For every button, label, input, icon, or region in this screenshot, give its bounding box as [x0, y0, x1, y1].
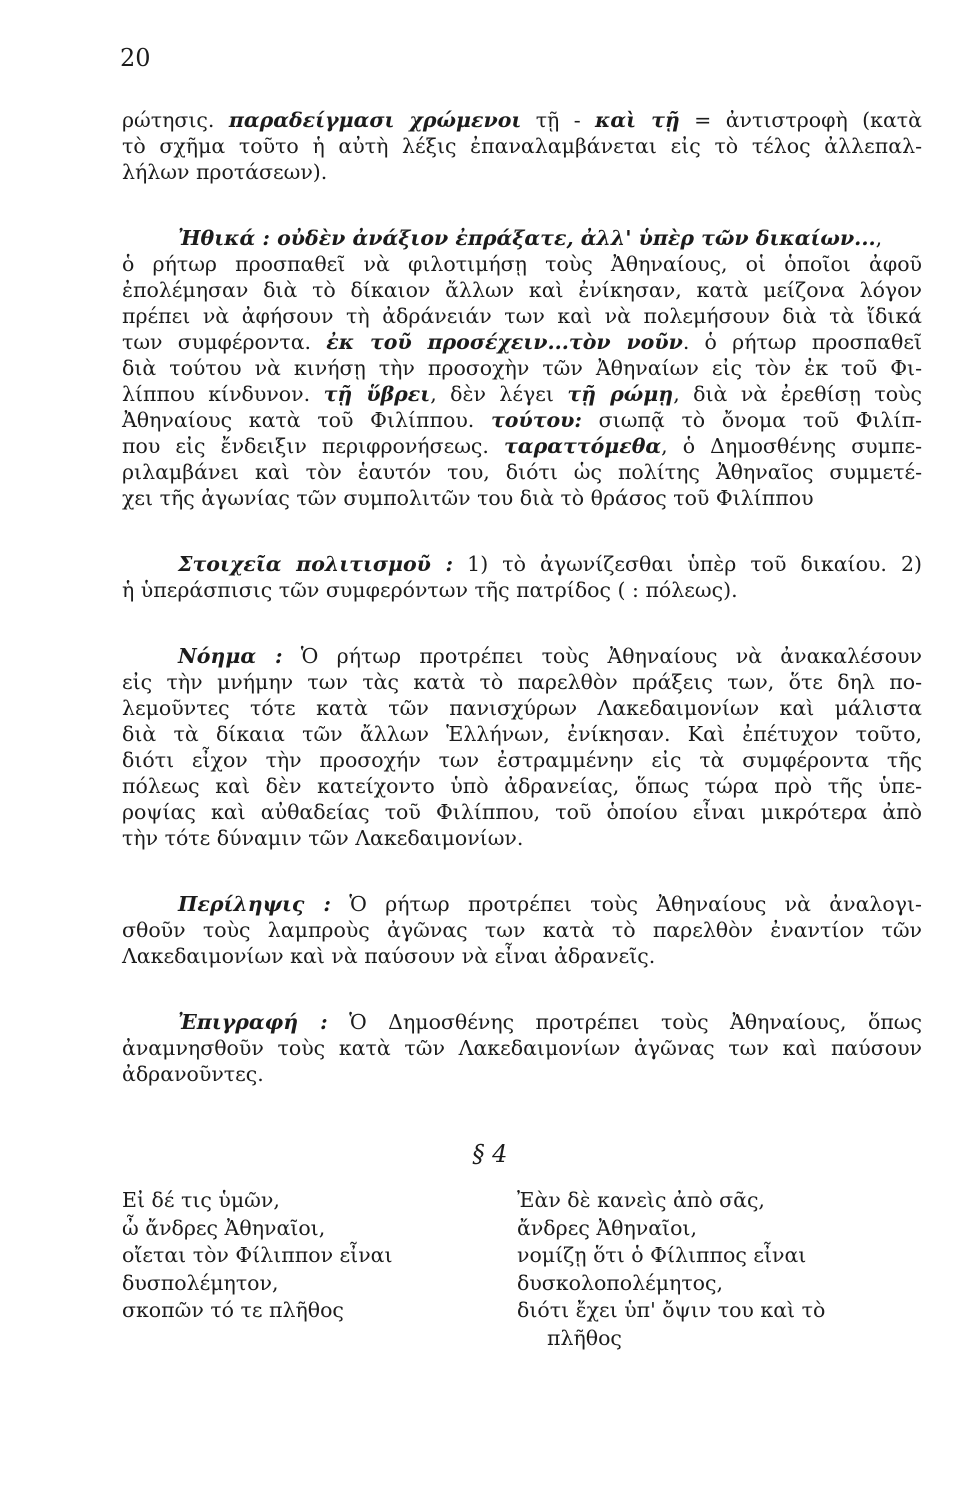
- ancient-text-line: σκοπῶν τό τε πλῆθος: [122, 1298, 344, 1322]
- emphasized-term: Νόημα :: [178, 644, 283, 668]
- text-run: ἐπολέμησαν διὰ τὸ δίκαιον ἄλλων καὶ ἐνίκησαν, κατὰ μείζονα λόγον: [122, 278, 922, 302]
- emphasized-term: ἐκ τοῦ προσέχειν...τὸν νοῦν: [326, 330, 683, 354]
- text-line: [178, 551, 922, 577]
- text-run: Ὁ ρήτωρ προτρέπει τοὺς Ἀθηναίους νὰ ἀνακαλέσουν: [282, 644, 922, 668]
- emphasized-term: ταραττόμεθα: [504, 434, 662, 458]
- text-line: [122, 577, 922, 603]
- page-number: 20: [120, 44, 151, 72]
- text-line: [122, 251, 922, 277]
- text-run: διότι εἶχον τὴν προσοχήν των ἐστραμμένην εἰς τὰ συμφέροντα τῆς: [122, 748, 922, 772]
- text-run: εἰς τὴν μνήμην των τὰς κατὰ τὸ παρελθὸν πράξεις των, ὅτε δηλ πο-: [122, 670, 922, 694]
- text-line: [122, 721, 922, 747]
- emphasized-term: Ἠθικά : οὐδὲν ἀνάξιον ἐπράξατε, ἀλλ' ὑπὲρ τῶν δικαίων...: [178, 226, 876, 250]
- text-run: . ὁ ρήτωρ προσπαθεῖ: [682, 330, 922, 354]
- text-line: [122, 799, 922, 825]
- text-line: [122, 303, 922, 329]
- ancient-text-column: [122, 1187, 462, 1325]
- text-line: [122, 1061, 922, 1087]
- text-line: [122, 355, 922, 381]
- text-run: των συμφέροντα.: [122, 330, 327, 354]
- text-run: , ὁ Δημοσθένης συμπε-: [661, 434, 922, 458]
- text-line: [122, 485, 922, 511]
- text-run: ἡ ὑπεράσπισις τῶν συμφερόντων τῆς πατρίδος ( : πόλεως).: [122, 578, 738, 602]
- text-run: λήλων προτάσεων).: [122, 160, 328, 184]
- emphasized-term: τῇ ρώμῃ: [567, 382, 674, 406]
- text-line: [122, 433, 922, 459]
- translation-line: νομίζῃ ὅτι ὁ Φίλιππος εἶναι: [517, 1243, 807, 1267]
- text-line: [122, 107, 922, 133]
- text-line: [122, 825, 922, 851]
- section-heading: § 4: [472, 1140, 508, 1168]
- emphasized-term: Ἐπιγραφή :: [178, 1010, 328, 1034]
- text-run: ,: [875, 226, 883, 250]
- text-run: , διὰ νὰ ἐρεθίσῃ τοὺς: [673, 382, 922, 406]
- text-line: [178, 643, 922, 669]
- text-line: [122, 159, 922, 185]
- ancient-text-line: ὦ ἄνδρες Ἀθηναῖοι,: [122, 1215, 326, 1240]
- text-line: [122, 329, 922, 355]
- emphasized-term: παραδείγμασι χρώμενοι: [228, 108, 522, 132]
- text-run: ὁ ρήτωρ προσπαθεῖ νὰ φιλοτιμήσῃ τοὺς Ἀθηναίους, οἱ ὁποῖοι ἀφοῦ: [122, 252, 922, 276]
- text-line: [178, 1009, 922, 1035]
- emphasized-term: Περίληψις :: [178, 892, 331, 916]
- text-run: σθοῦν τοὺς λαμπροὺς ἀγῶνας των κατὰ τὸ παρελθὸν ἐναντίον τῶν: [122, 918, 922, 942]
- text-line: [122, 669, 922, 695]
- text-run: λίππου κίνδυνον.: [122, 382, 324, 406]
- emphasized-term: τούτου:: [491, 408, 582, 432]
- text-line: [122, 133, 922, 159]
- text-run: = ἀντιστροφὴ (κατὰ: [679, 108, 922, 132]
- text-run: Ἀθηναίους κατὰ τοῦ Φιλίππου.: [122, 408, 492, 432]
- text-run: Ὁ Δημοσθένης προτρέπει τοὺς Ἀθηναίους, ὅπως: [327, 1010, 922, 1034]
- text-run: πόλεως καὶ δὲν κατείχοντο ὑπὸ ἀδρανείας, ὅπως τώρα πρὸ τῆς ὑπε-: [122, 774, 922, 798]
- text-run: ἀναμνησθοῦν τοὺς κατὰ τῶν Λακεδαιμονίων ἀγῶνας των καὶ παύσουν: [122, 1036, 922, 1060]
- ancient-text-line: οἴεται τὸν Φίλιππον εἶναι: [122, 1243, 393, 1267]
- text-line: [178, 225, 922, 251]
- text-run: που εἰς ἔνδειξιν περιφρονήσεως.: [122, 434, 504, 458]
- text-line: [122, 917, 922, 943]
- text-line: [122, 407, 922, 433]
- emphasized-term: τῇ ὕβρει: [323, 382, 431, 406]
- emphasized-term: καὶ τῇ: [595, 108, 680, 132]
- text-run: διὰ τὰ δίκαια τῶν ἄλλων Ἑλλήνων, ἐνίκησαν. Καὶ ἐπέτυχον τοῦτο,: [122, 722, 922, 746]
- text-run: ριλαμβάνει καὶ τὸν ἑαυτόν του, διότι ὡς πολίτης Ἀθηναῖος συμμετέ-: [122, 460, 922, 484]
- text-line: [122, 747, 922, 773]
- translation-line: διότι ἔχει ὑπ' ὄψιν του καὶ τὸ: [517, 1298, 826, 1322]
- text-line: [122, 459, 922, 485]
- text-run: τὴν τότε δύναμιν τῶν Λακεδαιμονίων.: [122, 826, 524, 850]
- text-line: [178, 891, 922, 917]
- translation-line: ἄνδρες Ἀθηναῖοι,: [517, 1215, 697, 1240]
- text-run: 1) τὸ ἀγωνίζεσθαι ὑπὲρ τοῦ δικαίου. 2): [453, 552, 922, 576]
- text-run: χει τῆς ἀγωνίας τῶν συμπολιτῶν του διὰ τὸ θράσος τοῦ Φιλίππου: [122, 486, 814, 510]
- translation-line: δυσκολοπολέμητος,: [517, 1270, 724, 1295]
- text-run: ροψίας καὶ αὐθαδείας τοῦ Φιλίππου, τοῦ ὁποίου εἶναι μικρότερα ἀπὸ: [122, 800, 922, 824]
- text-run: τῇ -: [521, 108, 596, 132]
- text-run: ρώτησις.: [122, 108, 229, 132]
- text-run: σιωπᾷ τὸ ὄνομα τοῦ Φιλίπ-: [581, 408, 922, 432]
- text-line: [122, 381, 922, 407]
- text-run: πρέπει νὰ ἀφήσουν τὴ ἀδράνειάν των καὶ νὰ πολεμήσουν διὰ τὰ ἴδικά: [122, 304, 922, 328]
- translation-line: πλῆθος: [547, 1325, 622, 1350]
- text-line: [122, 773, 922, 799]
- text-run: ἀδρανοῦντες.: [122, 1062, 264, 1086]
- translation-column: [517, 1187, 927, 1352]
- text-run: Ὁ ρήτωρ προτρέπει τοὺς Ἀθηναίους νὰ ἀναλογι-: [330, 892, 922, 916]
- text-run: λεμοῦντες τότε κατὰ τῶν πανισχύρων Λακεδαιμονίων καὶ μάλιστα: [122, 696, 922, 720]
- text-line: [122, 943, 922, 969]
- translation-line: Ἐὰν δὲ κανεὶς ἀπὸ σᾶς,: [517, 1188, 765, 1212]
- text-run: διὰ τούτου νὰ κινήσῃ τὴν προσοχὴν τῶν Ἀθηναίων εἰς τὸν ἐκ τοῦ Φι-: [122, 356, 922, 380]
- text-run: Λακεδαιμονίων καὶ νὰ παύσουν νὰ εἶναι ἀδρανεῖς.: [122, 944, 656, 968]
- ancient-text-line: δυσπολέμητον,: [122, 1270, 279, 1295]
- text-run: , δὲν λέγει: [430, 382, 568, 406]
- text-line: [122, 1035, 922, 1061]
- text-run: τὸ σχῆμα τοῦτο ἡ αὐτὴ λέξις ἐπαναλαμβάνεται εἰς τὸ τέλος ἀλλεπαλ-: [122, 134, 922, 158]
- emphasized-term: Στοιχεῖα πολιτισμοῦ :: [178, 552, 454, 576]
- text-line: [122, 277, 922, 303]
- text-line: [122, 695, 922, 721]
- ancient-text-line: Εἰ δέ τις ὑμῶν,: [122, 1188, 280, 1212]
